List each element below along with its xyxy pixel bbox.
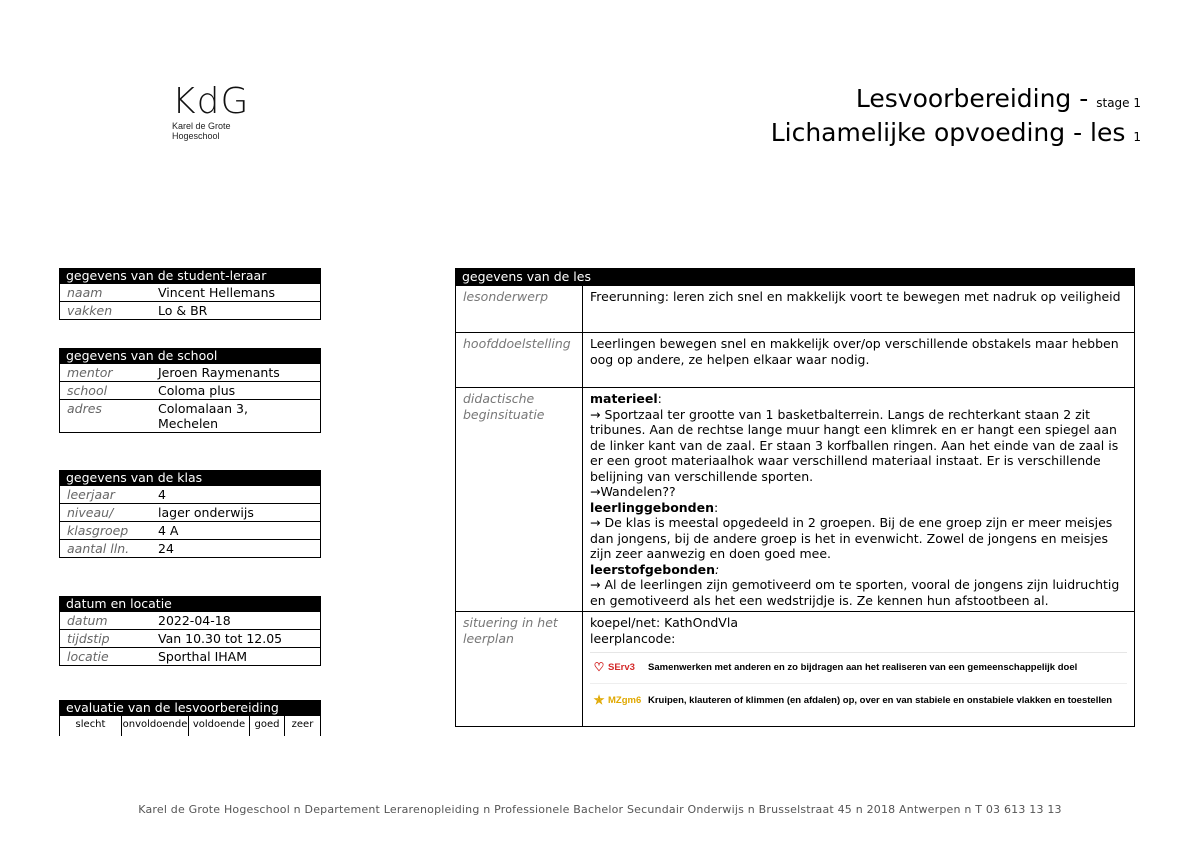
title-line-1: Lesvoorbereiding - stage 1 (855, 84, 1141, 113)
field-label: didactische beginsituatie (456, 388, 583, 612)
title-les-number: 1 (1133, 130, 1141, 144)
field-value: 24 (151, 540, 321, 558)
table-row (60, 382, 321, 400)
section-heading: leerstofgebonden (590, 561, 716, 577)
title-stage: stage 1 (1096, 96, 1141, 110)
field-label: aantal lln. (60, 540, 152, 558)
field-value: Jeroen Raymenants (151, 364, 321, 382)
title-line-2: Lichamelijke opvoeding - les 1 (770, 118, 1141, 147)
table-row (456, 612, 1135, 727)
field-label: leerjaar (60, 486, 152, 504)
table-row (60, 302, 321, 320)
field-value: Vincent Hellemans (151, 284, 321, 302)
date-location-table (59, 596, 321, 666)
goal-text: Samenwerken met anderen en zo bijdragen aan het realiseren van een gemeenschappelijk doel (648, 662, 1078, 674)
table-row (456, 388, 1135, 612)
section-heading: leerlinggebonden (590, 499, 715, 515)
lesson-topic: Freerunning: leren zich snel en makkelijk voort te bewegen met nadruk op veiligheid (583, 286, 1135, 333)
field-value: lager onderwijs (151, 504, 321, 522)
field-value: Coloma plus (151, 382, 321, 400)
eval-option: voldoende (189, 716, 250, 736)
goal-code: SErv3 (608, 662, 635, 674)
field-label: situering in het leerplan (456, 612, 583, 727)
table-header: gegevens van de school (59, 348, 321, 364)
field-label: locatie (60, 648, 152, 666)
didactic-situation: materieel: → Sportzaal ter grootte van 1 basketbalterrein. Langs de rechterkant staan 2 zit tribunes. Aan de rechtse lange muur hangt een klimrek en er hangt een spiegel aan de linker kant van de zaal. Er staan 3 korfballen ringen. Aan het einde van de zaal is er een groot materiaalhok waar verschillend materiaal instaat. Er is verschillende belijning van verschillende sporten. →Wandelen?? leerlinggebonden: → De klas is meestal opgedeeld in 2 groepen. Bij de ene groep zijn er meer meisjes dan jongens, bij de andere groep is het in evenwicht. Zowel de jongens en meisjes zijn zeer aanwezig en doen goed mee. leerstofgebonden: → Al de leerlingen zijn gemotiveerd om te sporten, vooral de jongens zijn luidruchtig en gemotiveerd als het een wedstrijdje is. Ze kennen hun afstootbeen al. (583, 388, 1135, 612)
eval-option: slecht (60, 716, 122, 736)
field-label: niveau/ (60, 504, 152, 522)
field-label: datum (60, 612, 152, 630)
field-value: Sporthal IHAM (151, 648, 321, 666)
field-label: naam (60, 284, 152, 302)
table-header: datum en locatie (59, 596, 321, 612)
table-row (60, 284, 321, 302)
leerplancode-label: leerplancode: (590, 630, 676, 646)
heart-icon: ♡ (593, 660, 605, 675)
table-row (60, 630, 321, 648)
evaluation-table (59, 700, 321, 736)
school-info-table (59, 348, 321, 433)
logo-line-2: Hogeschool (172, 131, 220, 141)
field-label: hoofddoelstelling (456, 333, 583, 388)
eval-option: zeer (285, 716, 321, 736)
evaluation-scale (59, 716, 321, 736)
eval-option: goed (250, 716, 285, 736)
field-value: Van 10.30 tot 12.05 (151, 630, 321, 648)
field-value: 4 A (151, 522, 321, 540)
curriculum-goal (590, 683, 1127, 718)
curriculum-goal (590, 652, 1127, 683)
field-value: Colomalaan 3, Mechelen (151, 400, 321, 433)
field-value: 2022-04-18 (151, 612, 321, 630)
eval-option: onvoldoende (122, 716, 189, 736)
document-title (771, 84, 1141, 152)
field-label: lesonderwerp (456, 286, 583, 333)
table-row (60, 612, 321, 630)
logo-line-1: Karel de Grote (172, 121, 231, 131)
section-text: →Wandelen?? (590, 484, 676, 499)
field-label: klasgroep (60, 522, 152, 540)
table-header: gegevens van de les (455, 268, 1135, 285)
table-row (60, 540, 321, 558)
lesson-info-table (455, 268, 1135, 727)
table-row (60, 364, 321, 382)
table-row (60, 504, 321, 522)
page-footer: Karel de Grote Hogeschool n Departement Lerarenopleiding n Professionele Bachelor Secundair Onderwijs n Brusselstraat 45 n 2018 Antwerpen n T 03 613 13 13 (138, 803, 1062, 816)
class-info-table (59, 470, 321, 558)
curriculum-placement (583, 612, 1135, 727)
table-row (60, 400, 321, 433)
climber-icon: ✯ (593, 693, 605, 708)
logo-mark: KdG (172, 81, 250, 122)
field-label: tijdstip (60, 630, 152, 648)
goal-code: MZgm6 (608, 695, 642, 707)
field-label: vakken (60, 302, 152, 320)
koepel-net: koepel/net: KathOndVla (590, 615, 738, 630)
field-value: Lo & BR (151, 302, 321, 320)
main-objective: Leerlingen bewegen snel en makkelijk over/op verschillende obstakels maar hebben oog op andere, ze helpen elkaar waar nodig. (583, 333, 1135, 388)
section-text: → Al de leerlingen zijn gemotiveerd om te sporten, vooral de jongens zijn luidruchtig en gemotiveerd als het een wedstrijdje is. Ze kennen hun afstootbeen al. (590, 577, 1120, 608)
kdg-logo (172, 81, 262, 141)
table-row (456, 333, 1135, 388)
table-row (60, 522, 321, 540)
section-text: → Sportzaal ter grootte van 1 basketbalterrein. Langs de rechterkant staan 2 zit tribunes. Aan de rechtse lange muur hangt een klimrek en er hangt een spiegel aan de linker kant van de zaal. Er staan 3 korfballen ringen. Aan het einde van de zaal is er een groot materiaalhok waar verschillend materiaal instaat. Er is verschillende belijning van verschillende sporten. (590, 406, 1119, 484)
field-value: 4 (151, 486, 321, 504)
table-row (60, 486, 321, 504)
section-heading: materieel (590, 391, 658, 406)
table-header: evaluatie van de lesvoorbereiding (59, 700, 321, 716)
field-label: adres (60, 400, 152, 433)
student-info-table (59, 268, 321, 320)
table-header: gegevens van de klas (59, 470, 321, 486)
field-label: school (60, 382, 152, 400)
goal-text: Kruipen, klauteren of klimmen (en afdalen) op, over en van stabiele en onstabiele vlakken en toestellen (648, 695, 1113, 707)
table-row (60, 648, 321, 666)
field-label: mentor (60, 364, 152, 382)
section-text: → De klas is meestal opgedeeld in 2 groepen. Bij de ene groep zijn er meer meisjes dan jongens, bij de andere groep is het in evenwicht. Zowel de jongens en meisjes zijn zeer aanwezig en doen goed mee. (590, 515, 1113, 561)
table-row (456, 286, 1135, 333)
table-header: gegevens van de student-leraar (59, 268, 321, 284)
